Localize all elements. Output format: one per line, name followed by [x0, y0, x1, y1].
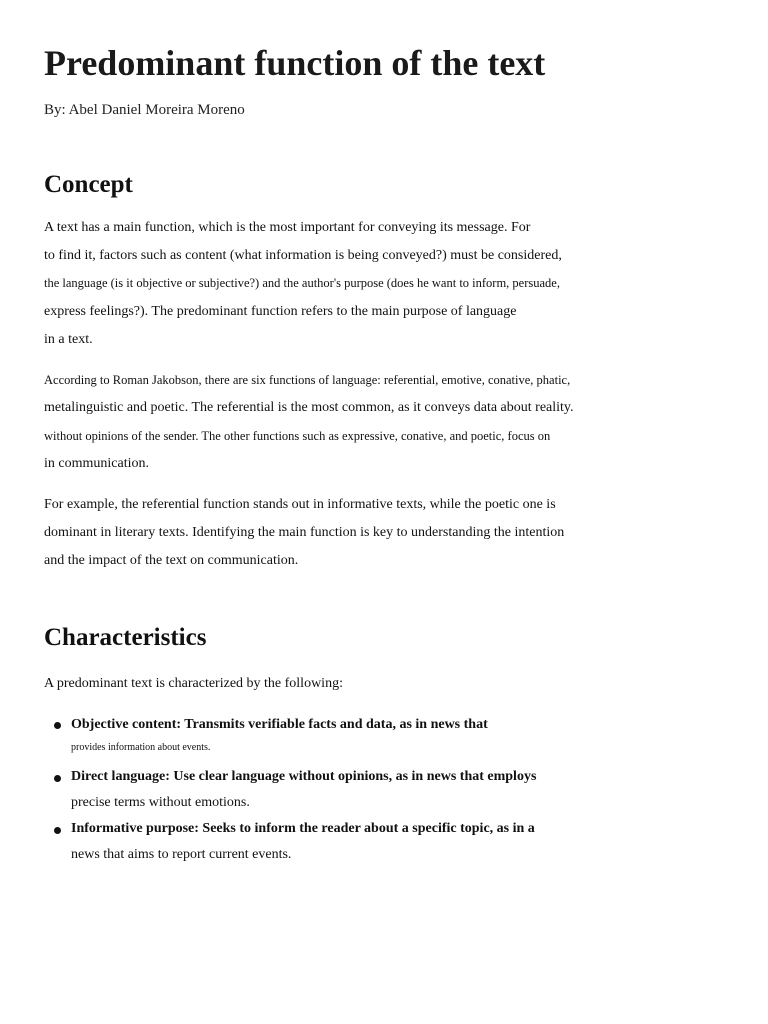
concept-p1-line: express feelings?). The predominant function refers to the main purpose of language [44, 304, 517, 319]
section-heading-characteristics: Characteristics [44, 624, 207, 651]
list-item-line2: news that aims to report current events. [71, 847, 292, 862]
byline: By: Abel Daniel Moreira Moreno [44, 102, 245, 118]
concept-p1-line: in a text. [44, 332, 93, 347]
list-item-line1: Informative purpose: Seeks to inform the reader about a specific topic, as in a [71, 821, 535, 836]
concept-p2-line: without opinions of the sender. The other functions such as expressive, conative, and poetic, focus on [44, 429, 551, 443]
page-title: Predominant function of the text [44, 43, 546, 83]
concept-p2-line: metalinguistic and poetic. The referential is the most common, as it conveys data about reality. [44, 400, 574, 415]
bullet-icon [54, 827, 61, 834]
concept-p2-line: According to Roman Jakobson, there are six functions of language: referential, emotive, conative, phatic, [44, 373, 571, 387]
concept-p3-line: For example, the referential function stands out in informative texts, while the poetic one is [44, 497, 556, 512]
concept-p3-line: and the impact of the text on communication. [44, 553, 299, 568]
concept-p1-line: A text has a main function, which is the most important for conveying its message. For [44, 220, 531, 235]
list-item-line2: provides information about events. [71, 742, 211, 753]
concept-p1-line: to find it, factors such as content (what information is being conveyed?) must be considered, [44, 248, 562, 263]
concept-p3-line: dominant in literary texts. Identifying the main function is key to understanding the intention [44, 525, 565, 540]
section-heading-concept: Concept [44, 171, 133, 198]
bullet-icon [54, 722, 61, 729]
concept-p2-line: in communication. [44, 456, 149, 471]
concept-p1-line: the language (is it objective or subjective?) and the author's purpose (does he want to inform, persuade, [44, 276, 560, 290]
list-item-line2: precise terms without emotions. [71, 795, 250, 810]
list-item-line1: Objective content: Transmits verifiable facts and data, as in news that [71, 717, 488, 732]
bullet-icon [54, 775, 61, 782]
characteristics-intro: A predominant text is characterized by the following: [44, 676, 343, 691]
list-item-line1: Direct language: Use clear language without opinions, as in news that employs [71, 769, 537, 784]
